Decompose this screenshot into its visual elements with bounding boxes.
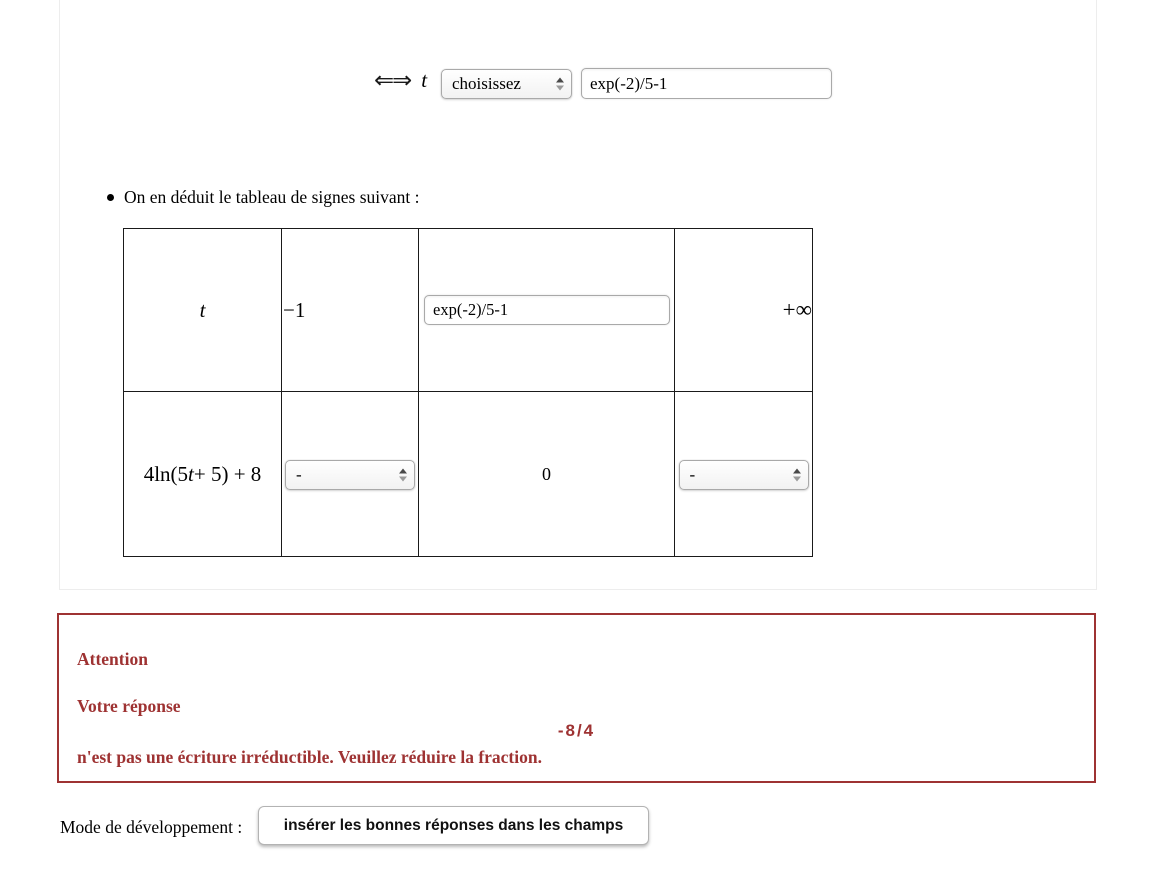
zero-label: 0 (542, 464, 551, 484)
spinner-up-icon (793, 468, 801, 473)
sign-table (123, 228, 813, 557)
deduction-line (107, 187, 419, 208)
table-cell-right-bound (675, 229, 812, 392)
equation-answer-input[interactable] (581, 68, 832, 99)
table-cell-left-bound (282, 229, 419, 392)
equation-line (374, 66, 427, 94)
comparison-select-value: choisissez (452, 74, 521, 93)
left-bound-label: −1 (283, 297, 306, 322)
select-spinner (556, 78, 564, 91)
table-cell-right-sign (675, 392, 812, 557)
right-sign-select-value: - (689, 464, 696, 484)
insert-answers-button[interactable]: insérer les bonnes réponses dans les champs (258, 806, 649, 845)
table-cell-variable (124, 229, 282, 392)
table-cell-left-sign (282, 392, 419, 557)
left-sign-select-value: - (296, 464, 302, 484)
table-cell-expression (124, 392, 282, 557)
warning-intro: Votre réponse (77, 696, 181, 716)
table-cell-root (419, 229, 675, 392)
spinner-up-icon (399, 468, 407, 473)
spinner-up-icon (556, 78, 564, 83)
dev-mode-label: Mode de développement : (60, 817, 243, 837)
iff-arrow-icon: ⇐⇒ (374, 66, 411, 94)
select-spinner (793, 468, 801, 481)
warning-title: Attention (77, 649, 148, 669)
right-sign-select[interactable] (679, 460, 809, 490)
equation-variable: t (421, 67, 428, 92)
select-spinner (399, 468, 407, 481)
warning-fraction: -8/4 (557, 721, 596, 740)
table-variable-label: t (199, 297, 206, 322)
expression-prefix: 4ln(5 (143, 462, 189, 486)
right-bound-label: +∞ (782, 297, 812, 322)
spinner-down-icon (556, 86, 564, 91)
expression-variable: t (188, 462, 194, 486)
bullet-icon (107, 194, 114, 201)
expression-suffix: + 5) + 8 (193, 462, 262, 486)
warning-box (57, 613, 1096, 783)
spinner-down-icon (399, 476, 407, 481)
table-cell-zero (419, 392, 675, 557)
deduction-text: On en déduit le tableau de signes suivant : (124, 187, 420, 207)
comparison-select[interactable] (441, 69, 572, 99)
root-value-input[interactable] (424, 295, 670, 325)
spinner-down-icon (793, 476, 801, 481)
left-sign-select[interactable] (285, 460, 415, 490)
warning-message: n'est pas une écriture irréductible. Veuillez réduire la fraction. (77, 747, 542, 767)
